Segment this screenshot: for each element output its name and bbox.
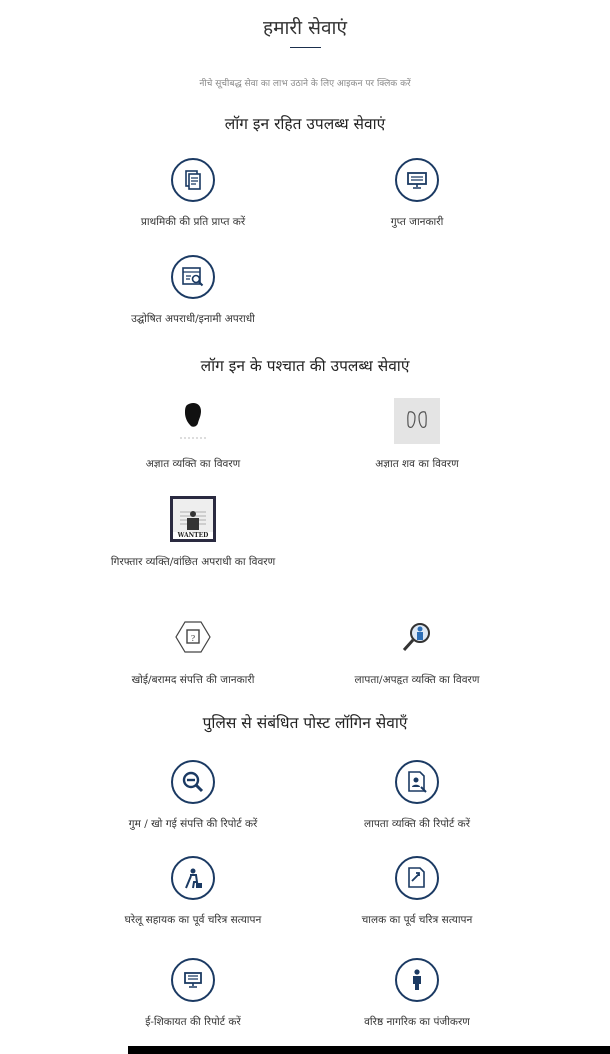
service-label: लापता/अपहृत व्यक्ति का विवरण — [354, 674, 480, 686]
service-report-lost-property[interactable] — [98, 760, 288, 831]
svg-text:?: ? — [190, 634, 196, 643]
computer-icon — [171, 958, 215, 1002]
senior-person-icon — [395, 958, 439, 1002]
document-icon — [171, 158, 215, 202]
service-label: लापता व्यक्ति की रिपोर्ट करें — [363, 818, 470, 830]
service-label: खोई/बरामद संपत्ति की जानकारी — [131, 674, 255, 686]
cleaner-icon — [171, 856, 215, 900]
magnifier-person-icon — [394, 614, 440, 660]
service-label: उद्घोषित अपराधी/इनामी अपराधी — [131, 313, 255, 325]
service-label: अज्ञात शव का विवरण — [375, 458, 459, 470]
service-arrested-wanted[interactable] — [98, 496, 288, 569]
page-subtitle: नीचे सूचीबद्ध सेवा का लाभ उठाने के लिए आइकन पर क्लिक करें — [199, 79, 411, 89]
person-document-icon — [395, 760, 439, 804]
service-label: वरिष्ठ नागरिक का पंजीकरण — [364, 1016, 470, 1028]
service-label: ई-शिकायत की रिपोर्ट करें — [145, 1016, 241, 1028]
lost-property-icon — [170, 614, 216, 660]
bottom-bar — [128, 1046, 610, 1054]
zoom-out-icon — [171, 760, 215, 804]
section-heading-post-login: लॉग इन के पश्चात की उपलब्ध सेवाएं — [200, 357, 410, 375]
monitor-icon — [395, 158, 439, 202]
service-label: गुम / खो गई संपत्ति की रिपोर्ट करें — [128, 818, 258, 830]
driver-document-icon — [395, 856, 439, 900]
service-e-complaint[interactable] — [98, 958, 288, 1029]
service-label: घरेलू सहायक का पूर्व चरित्र सत्यापन — [124, 914, 262, 926]
section-heading-no-login: लॉग इन रहित उपलब्ध सेवाएं — [224, 115, 386, 133]
section-heading-police-post-login: पुलिस से संबंधित पोस्ट लॉगिन सेवाएँ — [202, 714, 408, 732]
service-label: अज्ञात व्यक्ति का विवरण — [145, 458, 241, 470]
service-lost-property[interactable] — [98, 614, 288, 687]
search-document-icon — [171, 255, 215, 299]
service-driver-verification[interactable] — [322, 856, 512, 927]
service-domestic-help-verification[interactable] — [98, 856, 288, 927]
service-label: गुप्त जानकारी — [390, 216, 444, 228]
service-label: गिरफ्तार व्यक्ति/वांछित अपराधी का विवरण — [110, 556, 276, 568]
service-fir-copy[interactable] — [98, 158, 288, 229]
service-unknown-body[interactable] — [322, 398, 512, 471]
feet-icon — [394, 398, 440, 444]
wanted-badge: WANTED — [173, 532, 213, 539]
service-label: प्राथमिकी की प्रति प्राप्त करें — [140, 216, 246, 228]
wanted-poster-icon — [170, 496, 216, 542]
service-proclaimed-offender[interactable] — [98, 255, 288, 326]
silhouette-icon — [170, 398, 216, 444]
service-missing-person[interactable] — [322, 614, 512, 687]
service-secret-info[interactable] — [322, 158, 512, 229]
service-report-missing-person[interactable] — [322, 760, 512, 831]
title-divider — [290, 47, 321, 48]
page-title: हमारी सेवाएं — [263, 17, 347, 39]
service-label: चालक का पूर्व चरित्र सत्यापन — [361, 914, 473, 926]
service-unknown-person[interactable] — [98, 398, 288, 471]
service-senior-citizen-registration[interactable] — [322, 958, 512, 1029]
